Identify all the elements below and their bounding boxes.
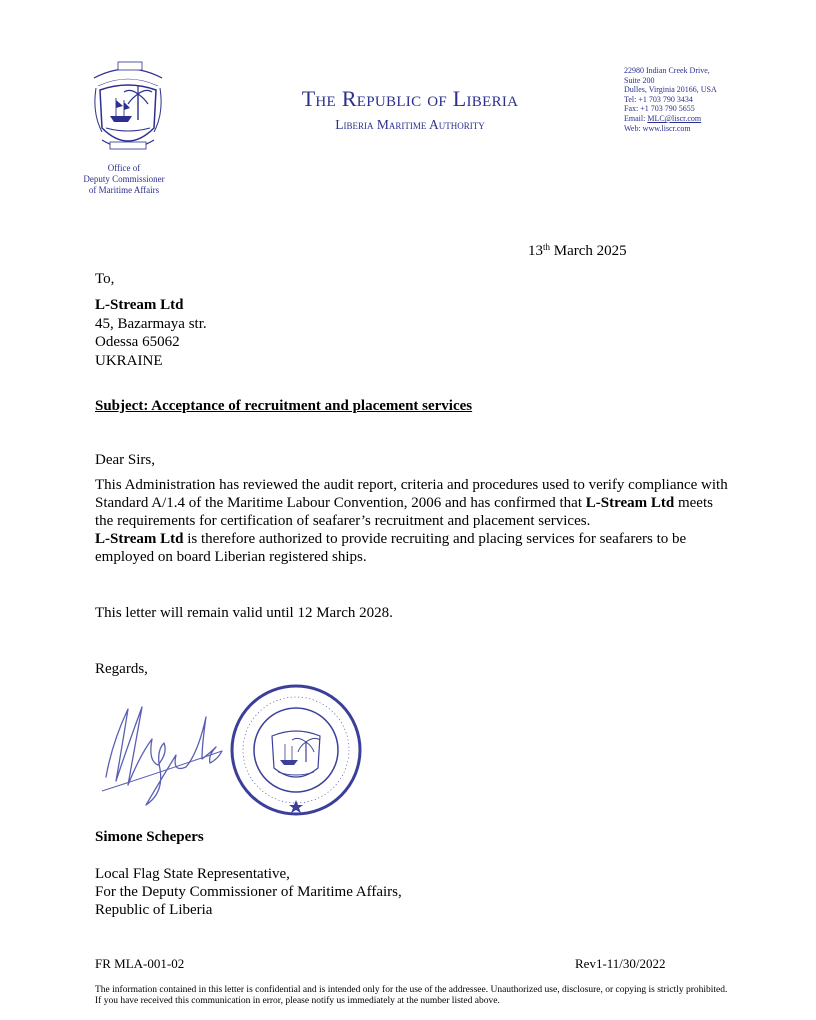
liberia-seal-logo: [80, 58, 176, 158]
phone-line: Tel: +1 703 790 3434: [624, 94, 693, 104]
validity-statement: This letter will remain valid until 12 March 2028.: [95, 605, 393, 621]
letterhead-subtitle: Liberia Maritime Authority: [335, 117, 485, 132]
contact-address: [624, 66, 717, 133]
date-day: 13: [528, 243, 543, 259]
handwritten-signature: [98, 695, 228, 813]
date-suffix: th: [543, 242, 551, 252]
letter-body: [95, 476, 735, 566]
recipient-name: L-Stream Ltd: [95, 297, 184, 313]
greeting: Dear Sirs,: [95, 452, 155, 468]
office-line: Deputy Commissioner: [83, 174, 165, 184]
office-name: [60, 163, 188, 196]
role-line: Republic of Liberia: [95, 902, 213, 918]
letter-date: [528, 242, 627, 260]
official-stamp: [228, 682, 364, 818]
email-link[interactable]: MLC@liscr.com: [647, 113, 702, 123]
address-line: Dulles, Virginia 20166, USA: [624, 85, 717, 95]
email-label: Email:: [624, 113, 648, 123]
confidentiality-disclaimer: The information contained in this letter is confidential and is intended only for the use of the addressee. Unauthorized use, disclosure, or copying is strictly prohibited. If you have received this communication in error, please notify us immediately at the number listed above.: [95, 985, 728, 1006]
letterhead-title: The Republic of Liberia: [301, 86, 519, 111]
fax-line: Fax: +1 703 790 5655: [624, 104, 695, 114]
role-line: Local Flag State Representative,: [95, 866, 290, 882]
signer-name: Simone Schepers: [95, 829, 204, 845]
subject-line: Subject: Acceptance of recruitment and placement services: [95, 398, 473, 414]
closing: Regards,: [95, 661, 148, 677]
signer-role: [95, 865, 402, 919]
salutation-to: To,: [95, 271, 115, 287]
address-line: Suite 200: [624, 75, 655, 85]
body-paragraph-1: [95, 476, 735, 530]
company-name: L-Stream Ltd: [585, 495, 675, 511]
office-line: Office of: [107, 163, 141, 173]
role-line: For the Deputy Commissioner of Maritime Affairs,: [95, 884, 402, 900]
recipient-address-line: 45, Bazarmaya str.: [95, 315, 207, 332]
recipient-block: [95, 296, 207, 370]
web-line: Web: www.liscr.com: [624, 123, 691, 133]
paragraph-text: This Administration has reviewed the audit report, criteria and procedures used to verify compliance with Standard A/1.4 of the Maritime Labour Convention, 2006 and has confirmed that: [95, 477, 728, 511]
company-name: L-Stream Ltd: [95, 531, 184, 547]
form-number: FR MLA-001-02: [95, 956, 185, 971]
date-month-year: March 2025: [550, 243, 627, 259]
paragraph-text: is therefore authorized to provide recruiting and placing services for seafarers to be employed on board Liberian registered ships.: [95, 531, 687, 565]
recipient-address-line: Odessa 65062: [95, 334, 180, 350]
address-line: 22980 Indian Creek Drive,: [624, 66, 710, 75]
email-line: [624, 114, 717, 124]
body-paragraph-2: [95, 530, 735, 566]
recipient-country: UKRAINE: [95, 352, 163, 369]
paragraph-text: meets the requirements for certification of seafarer’s recruitment and placement services.: [95, 495, 713, 529]
office-line: of Maritime Affairs: [88, 185, 160, 195]
revision-number: Rev1-11/30/2022: [575, 956, 666, 971]
